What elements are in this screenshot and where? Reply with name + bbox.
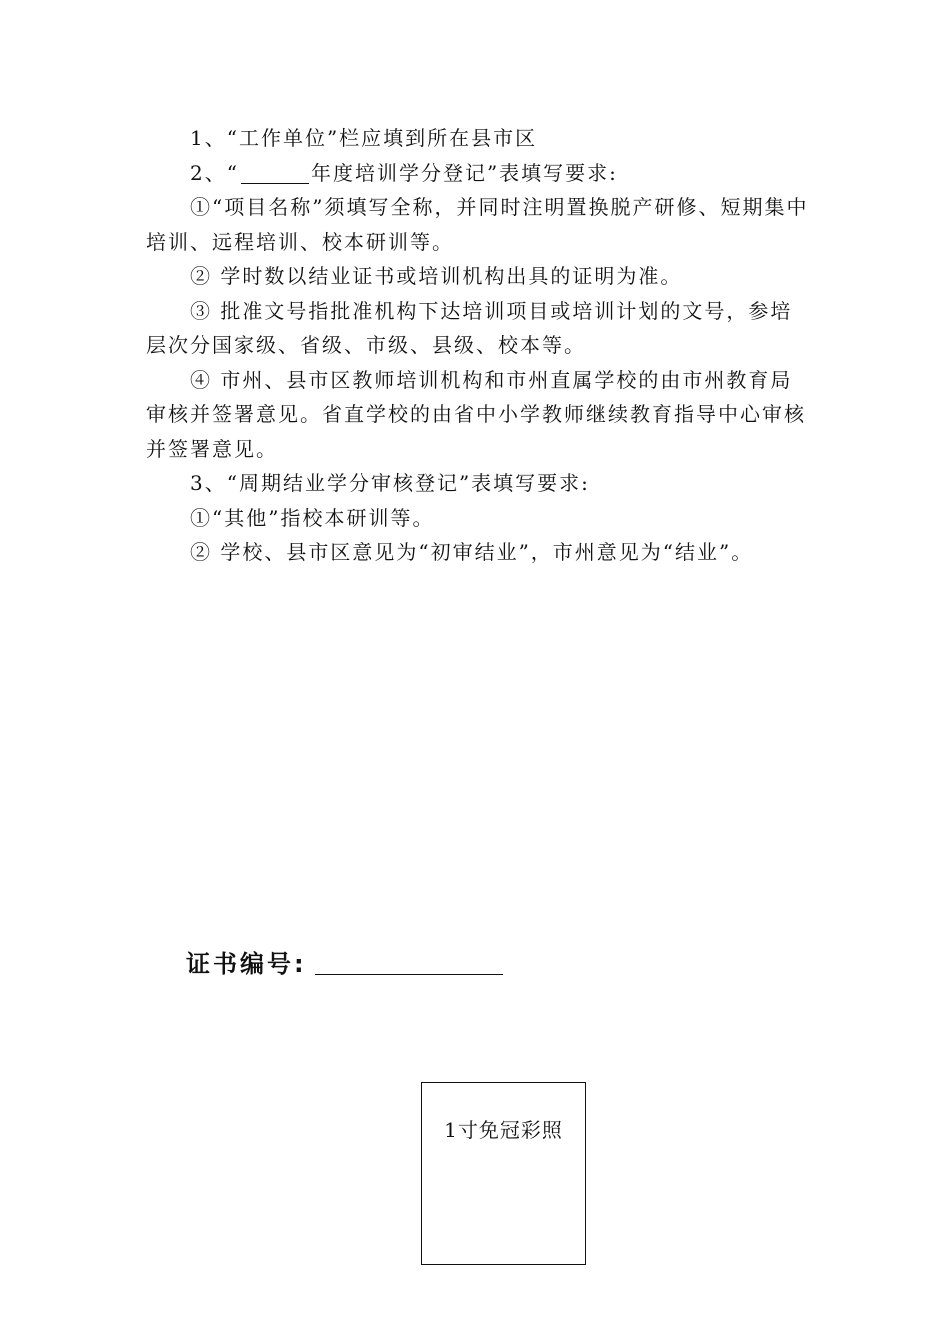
instruction-item-3-sub-2: ② 学校、县市区意见为“初审结业”，市州意见为“结业”。 bbox=[190, 540, 754, 564]
instruction-item-3: 3、“周期结业学分审核登记”表填写要求: bbox=[190, 471, 590, 495]
instruction-item-2-sub-3: ③ 批准文号指批准机构下达培训项目或培训计划的文号，参培层次分国家级、省级、市级、县级、校本等。 bbox=[146, 298, 793, 357]
instruction-item-3-sub-1: ①“其他”指校本研训等。 bbox=[190, 505, 435, 530]
instruction-item-1: 1、“工作单位”栏应填到所在县市区 bbox=[190, 126, 538, 150]
instruction-item-2-sub-1: ①“项目名称”须填写全称，并同时注明置换脱产研修、短期集中培训、远程培训、校本研训等。 bbox=[146, 195, 809, 254]
year-blank-line bbox=[241, 163, 309, 184]
certificate-number-row bbox=[186, 944, 503, 979]
instruction-item-2 bbox=[146, 156, 810, 191]
photo-label: 1寸免冠彩照 bbox=[444, 1118, 563, 1142]
photo-box bbox=[421, 1082, 586, 1265]
instruction-item-2-sub-4: ④ 市州、县市区教师培训机构和市州直属学校的由市州教育局审核并签署意见。省直学校的由省中小学教师继续教育指导中心审核并签署意见。 bbox=[146, 367, 806, 461]
certificate-number-label: 证书编号: bbox=[186, 950, 307, 978]
certificate-number-field[interactable] bbox=[315, 946, 503, 975]
instruction-item-2-prefix: 2、“ bbox=[190, 160, 239, 185]
instruction-item-2-sub-2: ② 学时数以结业证书或培训机构出具的证明为准。 bbox=[190, 264, 683, 288]
instructions-section bbox=[146, 121, 810, 570]
instruction-item-2-suffix: 年度培训学分登记”表填写要求: bbox=[310, 160, 618, 185]
